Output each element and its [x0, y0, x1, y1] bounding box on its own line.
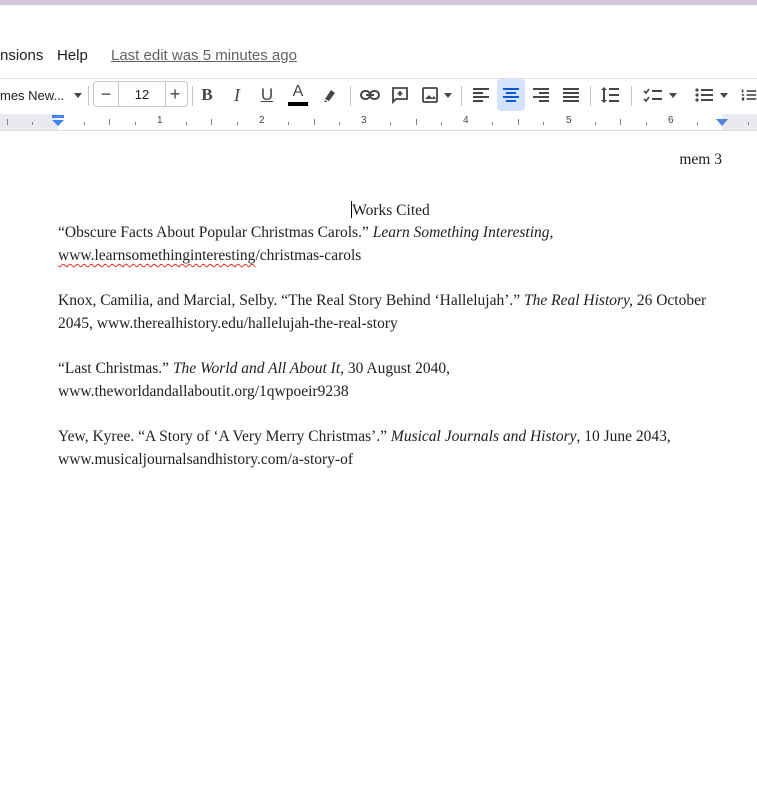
- citation-url: /christmas-carols: [255, 247, 362, 264]
- ruler-tick: [620, 119, 621, 125]
- bulleted-list-icon: [694, 87, 714, 103]
- italic-button[interactable]: I: [234, 84, 240, 105]
- ruler-tick: [135, 122, 136, 125]
- ruler[interactable]: [0, 114, 757, 131]
- ruler-tick: [492, 122, 493, 125]
- ruler-tick: [390, 122, 391, 125]
- citation-text: “Obscure Facts About Popular Christmas Carols.”: [58, 224, 373, 241]
- link-icon: [360, 88, 380, 102]
- align-right-icon: [532, 87, 550, 103]
- menu-help[interactable]: Help: [57, 47, 88, 64]
- text-color-swatch: [288, 102, 308, 106]
- numbered-list-icon: [741, 87, 757, 103]
- image-icon: [421, 86, 439, 104]
- chevron-down-icon: [720, 93, 728, 98]
- font-size-control: [93, 81, 188, 107]
- misspelled-word[interactable]: www.learnsomethinginteresting: [58, 247, 256, 264]
- numbered-list-button[interactable]: [738, 79, 757, 111]
- citation-entry[interactable]: [58, 289, 728, 335]
- ruler-left-margin: [0, 114, 58, 130]
- font-family-select[interactable]: [0, 79, 88, 111]
- ruler-tick: [646, 122, 647, 125]
- checklist-button[interactable]: [637, 79, 683, 111]
- comment-add-icon: [391, 86, 409, 104]
- works-cited-title-text: Works Cited: [352, 202, 430, 219]
- citation-text: “Last Christmas.”: [58, 360, 173, 377]
- ruler-tick: [314, 119, 315, 125]
- citation-source: Musical Journals and History: [390, 428, 577, 445]
- highlight-button[interactable]: [316, 79, 344, 111]
- ruler-tick: [339, 122, 340, 125]
- ruler-number: 1: [157, 115, 163, 126]
- ruler-tick: [237, 122, 238, 125]
- ruler-tick: [697, 122, 698, 125]
- ruler-tick: [416, 119, 417, 125]
- underline-button[interactable]: U: [260, 85, 274, 104]
- citation-text: Knox, Camilia, and Marcial, Selby. “The Real Story Behind ‘Hallelujah’.”: [58, 292, 525, 309]
- toolbar: [0, 78, 757, 111]
- menu-extensions[interactable]: nsions: [0, 47, 44, 64]
- bold-button[interactable]: B: [201, 85, 213, 104]
- toolbar-divider: [631, 86, 632, 106]
- highlighter-icon: [321, 86, 339, 104]
- align-right-button[interactable]: [527, 79, 555, 111]
- align-left-icon: [472, 87, 490, 103]
- citation-entry[interactable]: [58, 425, 728, 471]
- ruler-tick: [84, 122, 85, 125]
- ruler-tick: [748, 122, 749, 125]
- font-family-value: mes New...: [0, 87, 65, 103]
- chevron-down-icon: [74, 93, 82, 98]
- citation-entry[interactable]: [58, 221, 728, 267]
- ruler-tick: [7, 119, 8, 125]
- toolbar-divider: [88, 86, 89, 106]
- citation-entry[interactable]: [58, 357, 728, 403]
- ruler-tick: [543, 122, 544, 125]
- align-justify-icon: [562, 87, 580, 103]
- ruler-tick: [288, 122, 289, 125]
- align-center-button[interactable]: [497, 79, 525, 111]
- toolbar-divider: [350, 86, 351, 106]
- ruler-tick: [722, 119, 723, 125]
- left-indent-marker-icon[interactable]: [51, 115, 65, 127]
- insert-link-button[interactable]: [356, 79, 384, 111]
- ruler-tick: [186, 122, 187, 125]
- chevron-down-icon: [444, 93, 452, 98]
- ruler-tick: [595, 122, 596, 125]
- ruler-number: 6: [668, 115, 674, 126]
- toolbar-divider: [461, 86, 462, 106]
- ruler-number: 5: [566, 115, 572, 126]
- menu-bar: [0, 44, 757, 68]
- text-color-icon: A: [292, 83, 304, 100]
- justify-button[interactable]: [557, 79, 585, 111]
- decrease-font-size-button[interactable]: −: [100, 83, 112, 104]
- ruler-tick: [211, 119, 212, 125]
- works-cited-title[interactable]: [0, 201, 757, 220]
- line-spacing-button[interactable]: [596, 79, 624, 111]
- checklist-icon: [643, 87, 663, 103]
- citation-source: The World and All About It: [172, 360, 341, 377]
- chevron-down-icon: [669, 93, 677, 98]
- citation-details: , 10 June 2043, www.musicaljournalsandhistory.com/a-story-of: [58, 428, 671, 468]
- ruler-tick: [109, 119, 110, 125]
- increase-font-size-button[interactable]: +: [169, 83, 181, 104]
- ruler-number: 4: [463, 115, 469, 126]
- toolbar-divider: [192, 86, 193, 106]
- add-comment-button[interactable]: [386, 79, 414, 111]
- ruler-tick: [32, 122, 33, 125]
- insert-image-button[interactable]: [416, 79, 456, 111]
- citation-source: The Real History,: [524, 292, 633, 309]
- ruler-number: 3: [361, 115, 367, 126]
- document-page[interactable]: [0, 131, 757, 800]
- ruler-tick: [518, 119, 519, 125]
- bulleted-list-button[interactable]: [688, 79, 734, 111]
- page-header[interactable]: mem 3: [679, 151, 722, 168]
- font-size-input[interactable]: 12: [118, 82, 166, 106]
- citation-source: Learn Something Interesting,: [372, 224, 554, 241]
- line-spacing-icon: [600, 86, 620, 104]
- last-edit-link[interactable]: Last edit was 5 minutes ago: [111, 47, 297, 64]
- toolbar-divider: [590, 86, 591, 106]
- window-top-border: [0, 4, 757, 5]
- align-center-icon: [502, 87, 520, 103]
- citation-details: , 30 August 2040, www.theworldandallaboutit.org/1qwpoeir9238: [58, 360, 450, 400]
- citation-details: 26 October 2045, www.therealhistory.edu/hallelujah-the-real-story: [58, 292, 707, 332]
- text-color-button[interactable]: [284, 79, 312, 111]
- align-left-button[interactable]: [467, 79, 495, 111]
- ruler-number: 2: [259, 115, 265, 126]
- citation-text: Yew, Kyree. “A Story of ‘A Very Merry Christmas’.”: [58, 428, 391, 445]
- ruler-tick: [441, 122, 442, 125]
